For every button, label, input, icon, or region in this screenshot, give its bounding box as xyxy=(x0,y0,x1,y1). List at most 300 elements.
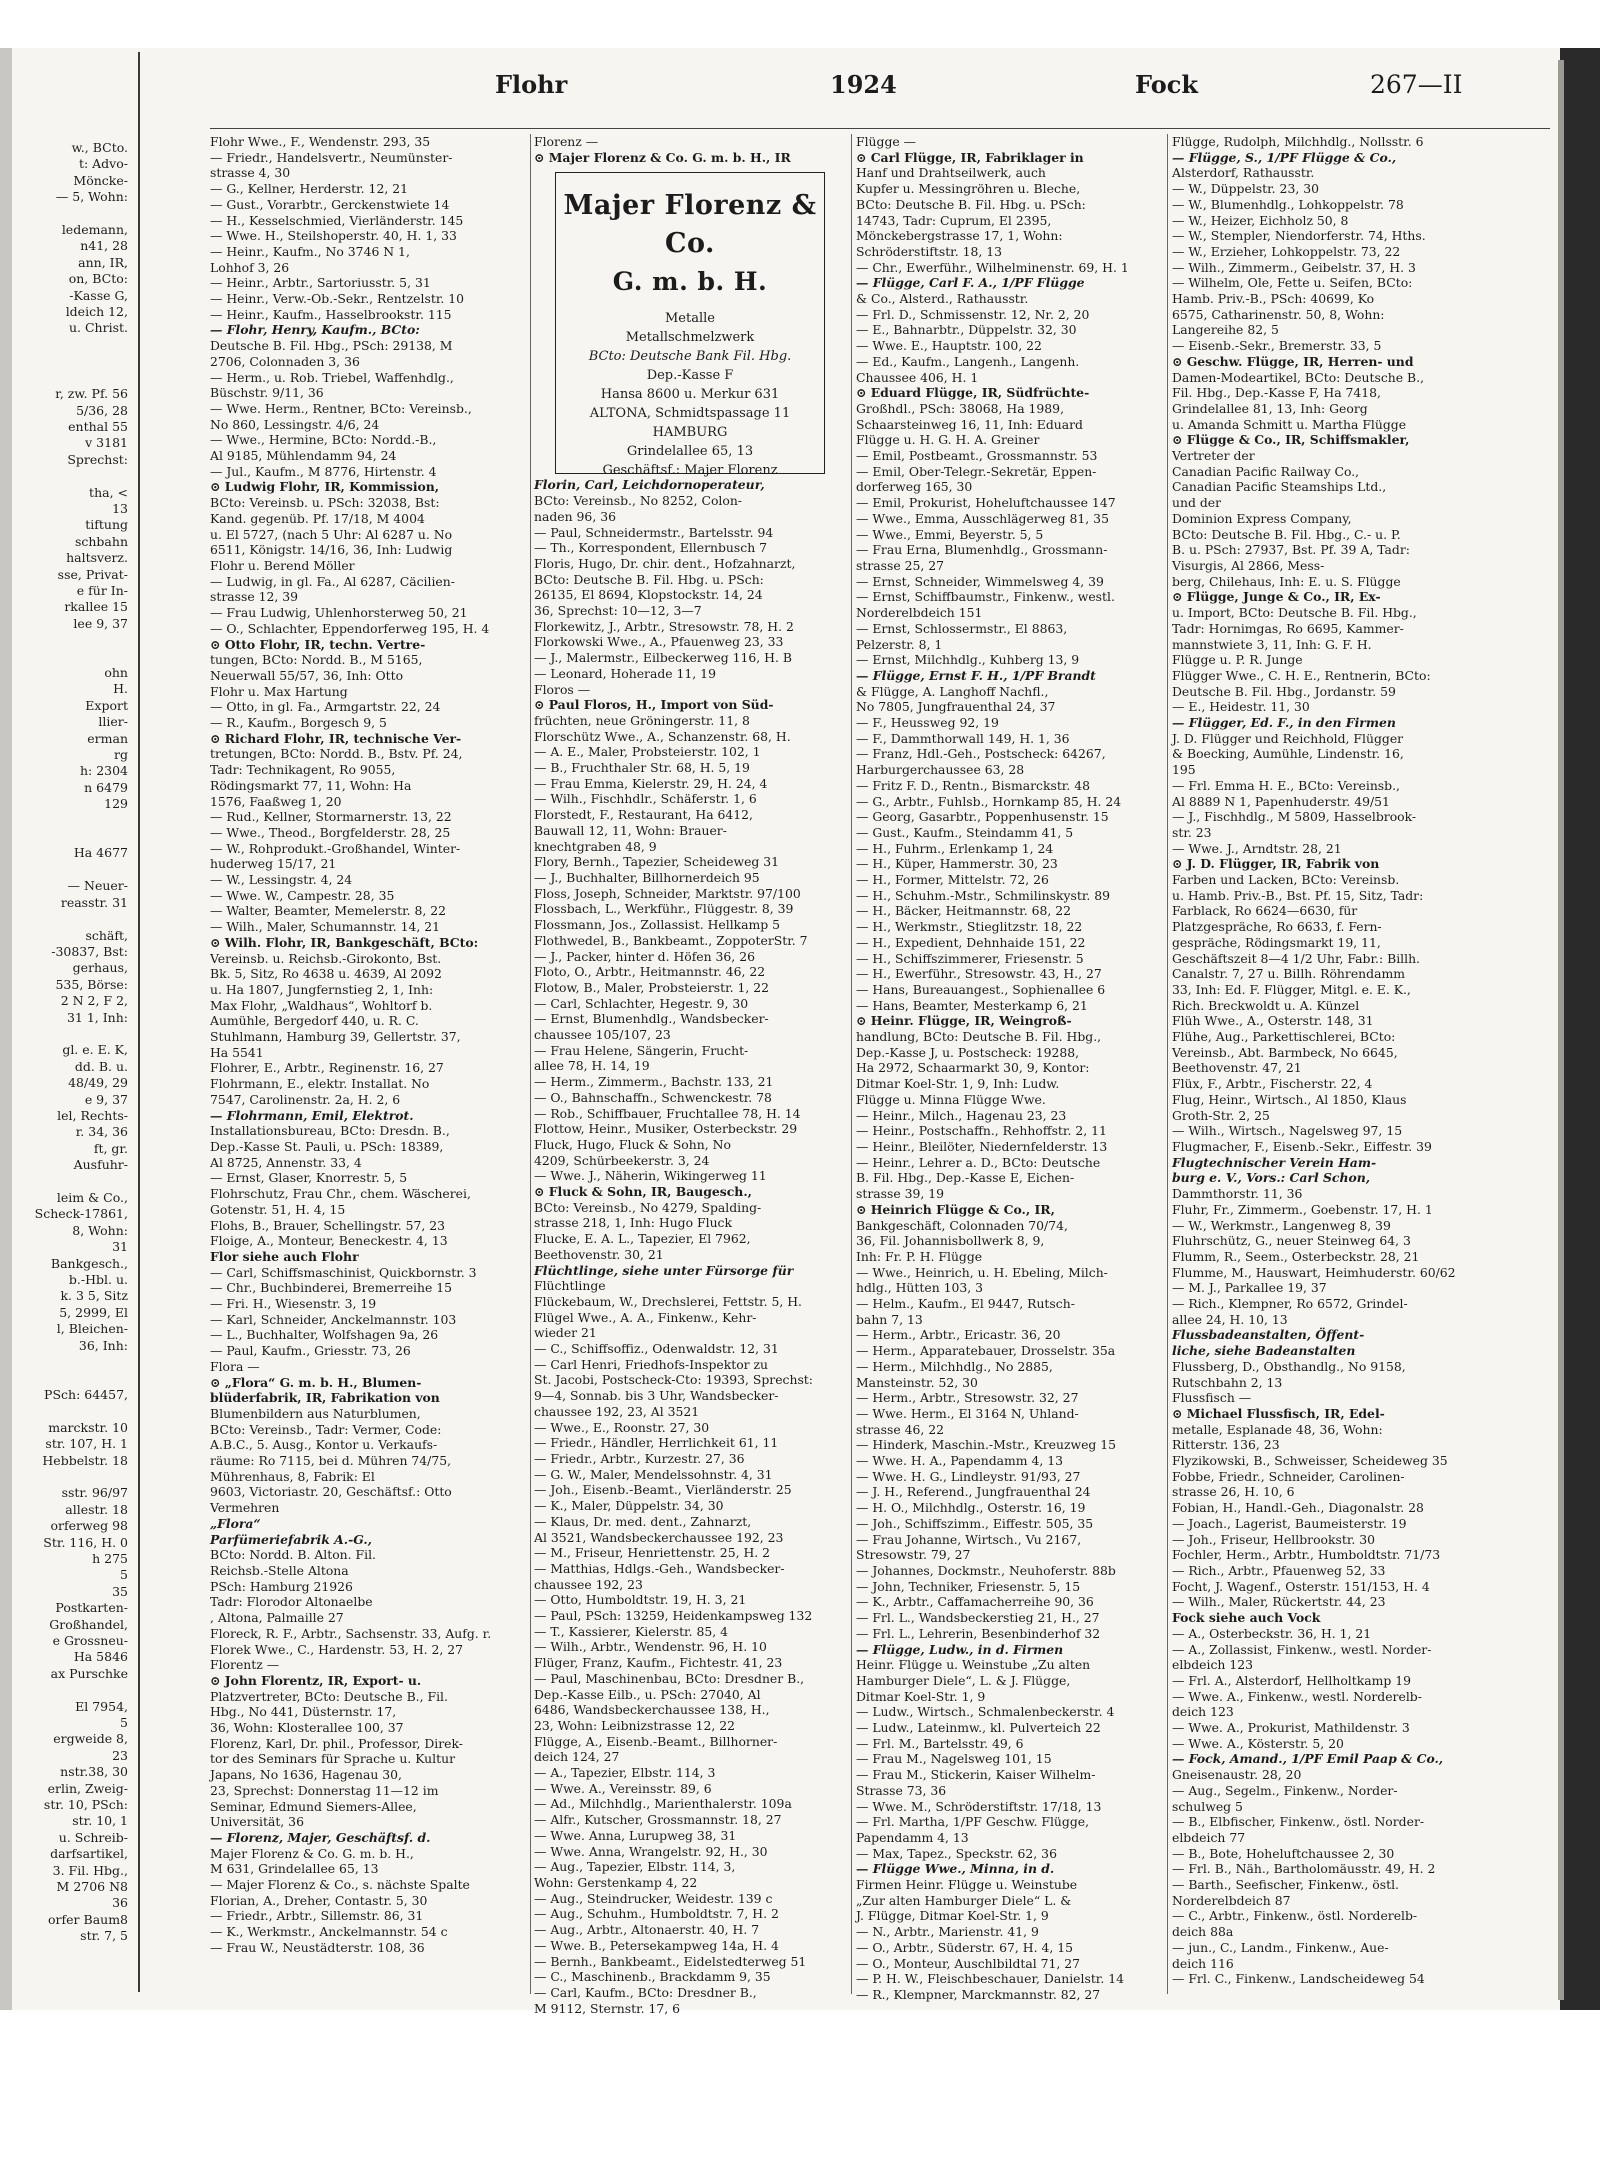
fragment-line: 36, Inh: xyxy=(78,1337,128,1353)
directory-entry: Deutsche B. Fil. Hbg., Jordanstr. 59 xyxy=(1172,683,1396,699)
fragment-line: 5 xyxy=(120,1715,128,1730)
directory-entry: — K., Werkmstr., Anckelmannstr. 54 c xyxy=(210,1924,448,1940)
directory-entry: — Frl. D., Schmissenstr. 12, Nr. 2, 20 xyxy=(856,306,1090,322)
fragment-line: 36 xyxy=(112,1895,128,1911)
directory-entry: strasse 25, 27 xyxy=(856,557,945,573)
directory-entry: — Max, Tapez., Speckstr. 62, 36 xyxy=(856,1845,1057,1861)
directory-entry: strasse 39, 19 xyxy=(856,1186,945,1202)
ad-address: Grindelallee 65, 13 xyxy=(626,444,754,459)
directory-entry: — Gust., Vorarbtr., Gerckenstwiete 14 xyxy=(210,196,450,212)
directory-entry: Farblack, Ro 6624—6630, für xyxy=(1172,903,1358,919)
directory-entry: Florin, Carl, Leichdornoperateur, xyxy=(534,477,765,493)
directory-entry: burg e. V., Vors.: Carl Schon, xyxy=(1172,1170,1371,1186)
directory-entry: — Aug., Arbtr., Altonaerstr. 40, H. 7 xyxy=(534,1922,760,1938)
directory-entry: Büschstr. 9/11, 36 xyxy=(210,385,324,401)
fragment-line: Str. 116, H. 0 xyxy=(43,1534,128,1550)
directory-entry: Tadr: Technikagent, Ro 9055, xyxy=(210,762,396,778)
directory-entry: BCto: Vereinsb., No 4279, Spalding- xyxy=(534,1199,762,1215)
directory-entry: — Friedr., Arbtr., Kurzestr. 27, 36 xyxy=(534,1451,745,1466)
ad-company-name: Majer Florenz & Co. xyxy=(563,190,817,259)
directory-entry: u. Amanda Schmitt u. Martha Flügge xyxy=(1172,416,1407,432)
directory-entry: u. Ha 1807, Jungfernstieg 2, 1, Inh: xyxy=(210,981,434,997)
directory-entry: — Frl. M., Bartelsstr. 49, 6 xyxy=(856,1735,1024,1751)
fragment-line: darfsartikel, xyxy=(50,1846,128,1862)
column-rule xyxy=(851,134,852,1994)
directory-entry: str. 23 xyxy=(1172,824,1212,840)
directory-entry: — Rud., Kellner, Stormarnerstr. 13, 22 xyxy=(210,809,452,825)
directory-entry: — Th., Korrespondent, Ellernbusch 7 xyxy=(534,540,768,556)
directory-entry: Dep.-Kasse J, u. Postscheck: 19288, xyxy=(856,1044,1080,1060)
directory-entry: früchten, neue Gröningerstr. 11, 8 xyxy=(534,712,750,728)
directory-entry: Flüchtlinge, siehe unter Fürsorge für xyxy=(534,1262,794,1278)
directory-entry: Flüx, F., Arbtr., Fischerstr. 22, 4 xyxy=(1172,1076,1373,1092)
directory-entry: — Alfr., Kutscher, Grossmannstr. 18, 27 xyxy=(534,1812,782,1828)
directory-entry: — Ludw., Wirtsch., Schmalenbeckerstr. 4 xyxy=(856,1704,1115,1720)
directory-entry: — Frau Ludwig, Uhlenhorsterweg 50, 21 xyxy=(210,605,468,621)
fragment-line: ann, IR, xyxy=(78,254,128,270)
directory-entry: Inh: Fr. P. H. Flügge xyxy=(856,1248,983,1264)
directory-entry: — Wwe. J., Näherin, Wikingerweg 11 xyxy=(534,1168,767,1184)
fragment-line xyxy=(0,468,128,484)
directory-entry: ⊙ Geschw. Flügge, IR, Herren- und xyxy=(1172,353,1414,369)
directory-entry: — Wwe., Emma, Ausschlägerweg 81, 35 xyxy=(856,510,1109,526)
fragment-line: 129 xyxy=(104,796,128,812)
fragment-line: llier- xyxy=(98,714,128,730)
directory-entry: Ritterstr. 136, 23 xyxy=(1172,1437,1280,1453)
fragment-line: n41, 28 xyxy=(80,238,128,254)
fragment-line xyxy=(0,370,128,386)
directory-entry: Flohrschutz, Frau Chr., chem. Wäscherei, xyxy=(210,1186,471,1202)
directory-entry: Flügge u. Minna Flügge Wwe. xyxy=(856,1091,1046,1107)
fragment-line: H. xyxy=(113,681,128,697)
directory-entry: — J. H., Referend., Jungfrauenthal 24 xyxy=(856,1484,1091,1500)
directory-entry: tor des Seminars für Sprache u. Kultur xyxy=(210,1751,455,1767)
directory-entry: — E., Bahnarbtr., Düppelstr. 32, 30 xyxy=(856,322,1077,338)
directory-entry: Rutschbahn 2, 13 xyxy=(1172,1374,1283,1390)
directory-entry: — Wilhelm, Ole, Fette u. Seifen, BCto: xyxy=(1172,275,1413,291)
directory-entry: Heinr. Flügge u. Weinstube „Zu alten xyxy=(856,1657,1091,1673)
directory-entry: — jun., C., Landm., Finkenw., Aue- xyxy=(1172,1939,1389,1955)
directory-column-1 xyxy=(210,134,522,1994)
directory-entry: 6511, Königstr. 14/16, 36, Inh: Ludwig xyxy=(210,542,453,558)
directory-entry: 23, Sprechst: Donnerstag 11—12 im xyxy=(210,1782,439,1798)
directory-entry: Flory, Bernh., Tapezier, Scheideweg 31 xyxy=(534,854,780,870)
fragment-line: schäft, xyxy=(85,927,128,943)
directory-entry: Kand. gegenüb. Pf. 17/18, M 4004 xyxy=(210,510,425,526)
directory-entry: No 860, Lessingstr. 4/6, 24 xyxy=(210,416,380,432)
directory-entry: Flügge, A., Eisenb.-Beamt., Billhorner- xyxy=(534,1733,778,1749)
fragment-line: ldeich 12, xyxy=(65,304,128,320)
fragment-line: e 9, 37 xyxy=(84,1091,128,1107)
directory-entry: Flugtechnischer Verein Ham- xyxy=(1172,1154,1377,1170)
fragment-line: 535, Börse: xyxy=(55,976,128,992)
ad-company-form: G. m. b. H. xyxy=(612,267,768,296)
directory-entry: ⊙ John Florentz, IR, Export- u. xyxy=(210,1672,422,1688)
directory-entry: — H., Former, Mittelstr. 72, 26 xyxy=(856,872,1049,888)
directory-entry: Al 8725, Annenstr. 33, 4 xyxy=(210,1154,362,1170)
directory-entry: — Friedr., Händler, Herrlichkeit 61, 11 xyxy=(534,1435,779,1451)
directory-entry: Hamb. Priv.-B., PSch: 40699, Ko xyxy=(1172,291,1375,307)
directory-entry: huderweg 15/17, 21 xyxy=(210,856,337,872)
header-last-name: Fock xyxy=(1135,70,1198,99)
directory-entry: Canadian Pacific Steamships Ltd., xyxy=(1172,479,1387,495)
directory-entry: — H., Bäcker, Heitmannstr. 68, 22 xyxy=(856,903,1072,919)
directory-entry: chaussee 192, 23, Al 3521 xyxy=(534,1403,700,1419)
directory-entry: — R., Kaufm., Borgesch 9, 5 xyxy=(210,715,387,731)
ad-line: BCto: Deutsche Bank Fil. Hbg. xyxy=(588,349,792,364)
directory-entry: Tadr: Florodor Altonaelbe xyxy=(210,1594,373,1610)
fragment-line: 5/36, 28 xyxy=(76,402,128,418)
directory-entry: — Flohrmann, Emil, Elektrot. xyxy=(210,1107,414,1123)
directory-entry: deich 123 xyxy=(1172,1704,1234,1720)
directory-entry: Flohs, B., Brauer, Schellingstr. 57, 23 xyxy=(210,1217,446,1233)
directory-entry: Flussberg, D., Obsthandlg., No 9158, xyxy=(1172,1358,1406,1374)
directory-entry: Florenz, Karl, Dr. phil., Professor, Direk- xyxy=(210,1735,463,1751)
directory-entry: tretungen, BCto: Nordd. B., Bstv. Pf. 24, xyxy=(210,746,463,762)
fragment-line: sstr. 96/97 xyxy=(61,1485,128,1501)
directory-entry: B. u. PSch: 27937, Bst. Pf. 39 A, Tadr: xyxy=(1172,542,1410,558)
directory-entry: Florkewitz, J., Arbtr., Stresowstr. 78, H. 2 xyxy=(534,618,794,634)
directory-entry: ⊙ Richard Flohr, IR, technische Ver- xyxy=(210,730,462,746)
directory-entry: Dep.-Kasse Eilb., u. PSch: 27040, Al xyxy=(534,1686,761,1702)
directory-entry: — Johannes, Dockmstr., Neuhoferstr. 88b xyxy=(856,1562,1116,1578)
directory-entry: Flügge, Rudolph, Milchhdlg., Nollsstr. 6 xyxy=(1172,134,1424,149)
directory-entry: berg, Chilehaus, Inh: E. u. S. Flügge xyxy=(1172,573,1401,589)
fragment-line: haltsverz. xyxy=(66,550,128,566)
directory-entry: Floto, O., Arbtr., Heitmannstr. 46, 22 xyxy=(534,964,766,980)
directory-entry: — Hans, Beamter, Mesterkamp 6, 21 xyxy=(856,997,1088,1013)
directory-entry: Florkowski Wwe., A., Pfauenweg 23, 33 xyxy=(534,634,784,650)
directory-entry: Flussfisch — xyxy=(1172,1390,1252,1406)
fragment-line: gl. e. E. K, xyxy=(62,1042,128,1058)
fragment-line: 3. Fil. Hbg., xyxy=(52,1862,128,1878)
directory-entry: metalle, Esplanade 48, 36, Wohn: xyxy=(1172,1421,1383,1437)
fragment-line: ledemann, xyxy=(61,222,128,238)
directory-entry: — Frl. Martha, 1/PF Geschw. Flügge, xyxy=(856,1814,1090,1830)
directory-entry: Strasse 73, 36 xyxy=(856,1782,947,1798)
directory-entry: — Ernst, Schneider, Wimmelsweg 4, 39 xyxy=(856,573,1104,589)
directory-entry: BCto: Vereinsb. u. PSch: 32038, Bst: xyxy=(210,495,440,511)
directory-entry: — Ludw., Lateinmw., kl. Pulverteich 22 xyxy=(856,1720,1101,1736)
directory-entry: Canadian Pacific Railway Co., xyxy=(1172,463,1360,479)
directory-entry: Dep.-Kasse St. Pauli, u. PSch: 18389, xyxy=(210,1139,444,1154)
directory-entry: — Frau Johanne, Wirtsch., Vu 2167, xyxy=(856,1531,1082,1547)
directory-entry: Al 9185, Mühlendamm 94, 24 xyxy=(210,448,397,464)
directory-entry: — N., Arbtr., Marienstr. 41, 9 xyxy=(856,1924,1039,1940)
fragment-line: 35 xyxy=(112,1583,128,1599)
directory-entry: — Rich., Klempner, Ro 6572, Grindel- xyxy=(1172,1296,1408,1312)
directory-entry: Fochler, Herm., Arbtr., Humboldtstr. 71/73 xyxy=(1172,1547,1441,1563)
directory-entry: — Otto, Humboldtstr. 19, H. 3, 21 xyxy=(534,1592,747,1608)
directory-entry: — Chr., Ewerführ., Wilhelminenstr. 69, H. 1 xyxy=(856,259,1129,275)
directory-entry: — W., Werkmstr., Langenweg 8, 39 xyxy=(1172,1217,1391,1233)
directory-entry: — Flügge, S., 1/PF Flügge & Co., xyxy=(1172,149,1397,165)
directory-entry: — Wilh., Wirtsch., Nagelsweg 97, 15 xyxy=(1172,1123,1403,1139)
fragment-line: str. 10, PSch: xyxy=(43,1797,128,1813)
directory-entry: — O., Bahnschaffn., Schwenckestr. 78 xyxy=(534,1089,772,1105)
directory-entry: Schaarsteinweg 16, 11, Inh: Eduard xyxy=(856,416,1083,432)
majer-florenz-advertisement xyxy=(555,172,825,478)
directory-entry: — Herm., Arbtr., Stresowstr. 32, 27 xyxy=(856,1390,1079,1406)
directory-entry: — Heinr., Arbtr., Sartoriusstr. 5, 31 xyxy=(210,275,431,291)
directory-entry: Flüh Wwe., A., Osterstr. 148, 31 xyxy=(1172,1013,1374,1029)
directory-entry: — Ernst, Glaser, Knorrestr. 5, 5 xyxy=(210,1170,408,1186)
directory-entry: ⊙ Majer Florenz & Co. G. m. b. H., IR xyxy=(534,149,791,165)
fragment-line: v 3181 xyxy=(85,435,128,451)
directory-entry: allee 78, H. 14, 19 xyxy=(534,1058,650,1074)
fragment-line: reasstr. 31 xyxy=(60,894,128,910)
directory-entry: — Emil, Ober-Telegr.-Sekretär, Eppen- xyxy=(856,463,1097,479)
directory-entry: Flügge u. P. R. Junge xyxy=(1172,652,1303,668)
directory-entry: — Frau W., Neustädterstr. 108, 36 xyxy=(210,1939,425,1955)
directory-entry: Alsterdorf, Rathausstr. xyxy=(1172,165,1315,181)
directory-entry: Flossmann, Jos., Zollassist. Hellkamp 5 xyxy=(534,917,781,933)
directory-entry: 2706, Colonnaden 3, 36 xyxy=(210,353,360,369)
page-edge xyxy=(1560,48,1600,2010)
directory-entry: — B., Bote, Hoheluftchaussee 2, 30 xyxy=(1172,1845,1395,1861)
directory-entry: — Wilh., Arbtr., Wendenstr. 96, H. 10 xyxy=(534,1639,767,1655)
directory-entry: Neuerwall 55/57, 36, Inh: Otto xyxy=(210,667,404,683)
directory-entry: Florenz — xyxy=(534,134,599,149)
directory-entry: — Ernst, Schiffbaumstr., Finkenw., westl. xyxy=(856,589,1115,605)
directory-entry: — Bernh., Bankbeamt., Eidelstedterweg 51 xyxy=(534,1953,807,1969)
directory-entry: — Aug., Steindrucker, Weidestr. 139 c xyxy=(534,1890,773,1906)
directory-entry: Flothwedel, B., Bankbeamt., ZoppoterStr. 7 xyxy=(534,932,808,948)
directory-entry: — Carl, Kaufm., BCto: Dresdner B., xyxy=(534,1984,757,2000)
directory-entry: Flohr Wwe., F., Wendenstr. 293, 35 xyxy=(210,134,431,149)
directory-entry: — Wilh., Zimmerm., Geibelstr. 37, H. 3 xyxy=(1172,259,1416,275)
directory-entry: M 9112, Sternstr. 17, 6 xyxy=(534,2000,681,2016)
directory-entry: A.B.C., 5. Ausg., Kontor u. Verkaufs- xyxy=(210,1437,438,1453)
directory-entry: — Flügge Wwe., Minna, in d. xyxy=(856,1861,1055,1877)
directory-entry: — M. J., Parkallee 19, 37 xyxy=(1172,1280,1327,1296)
fragment-line: dd. B. u. xyxy=(74,1058,128,1074)
fragment-line xyxy=(0,1469,128,1485)
fragment-line: Postkarten- xyxy=(55,1600,128,1616)
directory-entry: Hamburger Diele“, L. & J. Flügge, xyxy=(856,1672,1071,1688)
directory-entry: — Heinr., Lehrer a. D., BCto: Deutsche xyxy=(856,1154,1101,1170)
directory-entry: tungen, BCto: Nordd. B., M 5165, xyxy=(210,652,423,668)
directory-entry: Papendamm 4, 13 xyxy=(856,1829,969,1845)
fragment-line: e Grossneu- xyxy=(52,1632,128,1648)
directory-entry: — Friedr., Arbtr., Sillemstr. 86, 31 xyxy=(210,1908,424,1924)
directory-entry: 33, Inh: Ed. F. Flügger, Mitgl. e. E. K., xyxy=(1172,981,1411,997)
directory-entry: — G., Arbtr., Fuhlsb., Hornkamp 85, H. 24 xyxy=(856,793,1122,809)
directory-entry: Grindelallee 81, 13, Inh: Georg xyxy=(1172,400,1368,416)
directory-entry: — J., Packer, hinter d. Höfen 36, 26 xyxy=(534,948,755,964)
fragment-line: rkallee 15 xyxy=(64,599,128,615)
directory-entry: Ditmar Koel-Str. 1, 9 xyxy=(856,1688,986,1704)
directory-entry: — Frl. Emma H. E., BCto: Vereinsb., xyxy=(1172,777,1400,793)
directory-entry: naden 96, 36 xyxy=(534,508,616,524)
directory-entry: Flüchtlinge xyxy=(534,1278,606,1294)
directory-entry: Mansteinstr. 52, 30 xyxy=(856,1374,978,1390)
directory-entry: Flohrer, E., Arbtr., Reginenstr. 16, 27 xyxy=(210,1060,444,1076)
directory-entry: u. El 5727, (nach 5 Uhr: Al 6287 u. No xyxy=(210,526,453,542)
directory-entry: Ha 5541 xyxy=(210,1044,264,1060)
directory-entry: J. Flügge, Ditmar Koel-Str. 1, 9 xyxy=(856,1908,1049,1924)
directory-entry: Flühe, Aug., Parkettischlerei, BCto: xyxy=(1172,1029,1396,1045)
directory-entry: Fil. Hbg., Dep.-Kasse F, Ha 7418, xyxy=(1172,385,1381,401)
fragment-line: ax Purschke xyxy=(50,1665,128,1681)
directory-entry: Focht, J. Wagenf., Osterstr. 151/153, H. 4 xyxy=(1172,1578,1430,1594)
directory-entry: Geschäftszeit 8—4 1/2 Uhr, Fabr.: Billh. xyxy=(1172,950,1420,966)
directory-entry: Flohr u. Max Hartung xyxy=(210,683,348,699)
fragment-line: r, zw. Pf. 56 xyxy=(55,386,128,402)
directory-entry: — J., Malermstr., Eilbeckerweg 116, H. B xyxy=(534,650,792,666)
directory-entry: 36, Wohn: Klosterallee 100, 37 xyxy=(210,1720,404,1736)
fragment-line: 5 xyxy=(120,1567,128,1583)
ad-city: HAMBURG xyxy=(652,425,728,440)
directory-entry: — K., Maler, Düppelstr. 34, 30 xyxy=(534,1498,724,1514)
directory-entry: — J., Fischhdlg., M 5809, Hasselbrook- xyxy=(1172,809,1417,825)
fragment-line: Ausfuhr- xyxy=(73,1157,128,1173)
directory-entry: — B., Elbfischer, Finkenw., östl. Norder- xyxy=(1172,1814,1425,1830)
directory-entry: — Frau M., Stickerin, Kaiser Wilhelm- xyxy=(856,1767,1096,1783)
directory-entry: chaussee 105/107, 23 xyxy=(534,1027,671,1043)
directory-entry: — C., Maschinenb., Brackdamm 9, 35 xyxy=(534,1969,771,1985)
directory-entry: Al 3521, Wandsbeckerchaussee 192, 23 xyxy=(534,1529,784,1545)
directory-entry: — Herm., u. Rob. Triebel, Waffenhdlg., xyxy=(210,369,454,385)
directory-entry: — Majer Florenz & Co., s. nächste Spalte xyxy=(210,1877,470,1893)
header-year: 1924 xyxy=(830,70,897,99)
directory-entry: — Frl. L., Wandsbeckerstieg 21, H., 27 xyxy=(856,1610,1100,1626)
fragment-line: enthal 55 xyxy=(68,418,128,434)
directory-entry: — Heinr., Kaufm., No 3746 N 1, xyxy=(210,243,410,259)
directory-entry: Flyzikowski, B., Schweisser, Scheideweg 35 xyxy=(1172,1453,1448,1469)
directory-entry: — Fock, Amand., 1/PF Emil Paap & Co., xyxy=(1172,1751,1444,1767)
directory-entry: — H., Werkmstr., Stieglitzstr. 18, 22 xyxy=(856,919,1083,935)
directory-entry: — Wwe. H. G., Lindleystr. 91/93, 27 xyxy=(856,1468,1081,1484)
directory-entry: Visurgis, Al 2866, Mess- xyxy=(1172,557,1325,573)
directory-entry: — T., Kassierer, Kielerstr. 85, 4 xyxy=(534,1623,729,1639)
directory-entry: — Wwe. E., Hauptstr. 100, 22 xyxy=(856,338,1042,354)
directory-entry: Bankgeschäft, Colonnaden 70/74, xyxy=(856,1217,1068,1233)
fragment-line: k. 3 5, Sitz xyxy=(60,1288,128,1304)
directory-entry: Mönckebergstrasse 17, 1, Wohn: xyxy=(856,228,1063,244)
directory-entry: — Heinr., Bleilöter, Niedernfelderstr. 13 xyxy=(856,1139,1108,1154)
fragment-line: ergweide 8, xyxy=(53,1731,128,1747)
directory-entry: u. Hamb. Priv.-B., Bst. Pf. 15, Sitz, Tadr: xyxy=(1172,887,1424,903)
directory-entry: Floris, Hugo, Dr. chir. dent., Hofzahnarzt, xyxy=(534,555,796,571)
directory-entry: — Joh., Eisenb.-Beamt., Vierländerstr. 25 xyxy=(534,1482,792,1498)
directory-entry: B. Fil. Hbg., Dep.-Kasse E, Eichen- xyxy=(856,1170,1075,1186)
fragment-line: tha, < xyxy=(89,484,128,500)
ad-manager: Geschäftsf.: Majer Florenz xyxy=(602,463,778,478)
directory-entry: deich 116 xyxy=(1172,1955,1234,1971)
directory-entry: — Heinr., Milch., Hagenau 23, 23 xyxy=(856,1107,1067,1123)
directory-entry: strasse 4, 30 xyxy=(210,165,291,181)
directory-entry: — W., Stempler, Niendorferstr. 74, Hths. xyxy=(1172,228,1426,244)
directory-entry: Harburgerchaussee 63, 28 xyxy=(856,762,1025,778)
directory-entry: Florschütz Wwe., A., Schanzenstr. 68, H. xyxy=(534,728,791,744)
fragment-line: allestr. 18 xyxy=(65,1501,128,1517)
directory-entry: Flügel Wwe., A. A., Finkenw., Kehr- xyxy=(534,1309,757,1325)
directory-entry: Blumenbildern aus Naturblumen, xyxy=(210,1405,421,1421)
directory-entry: ⊙ Ludwig Flohr, IR, Kommission, xyxy=(210,479,440,495)
directory-entry: ⊙ Fluck & Sohn, IR, Baugesch., xyxy=(534,1184,752,1200)
fragment-line: rg xyxy=(114,747,128,763)
directory-entry: deich 124, 27 xyxy=(534,1749,620,1765)
directory-entry: Japans, No 1636, Hagenau 30, xyxy=(210,1767,402,1783)
directory-entry: Parfümeriefabrik A.-G., xyxy=(210,1531,372,1547)
directory-entry: — Flohr, Henry, Kaufm., BCto: xyxy=(210,322,420,338)
directory-entry: — H., Expedient, Dehnhaide 151, 22 xyxy=(856,934,1086,950)
directory-entry: — Flügger, Ed. F., in den Firmen xyxy=(1172,715,1396,731)
directory-entry: strasse 46, 22 xyxy=(856,1421,945,1437)
directory-entry: — Leonard, Hoherade 11, 19 xyxy=(534,665,716,681)
directory-entry: BCto: Vereinsb., No 8252, Colon- xyxy=(534,493,742,509)
fragment-line: marckstr. 10 xyxy=(48,1419,128,1435)
directory-entry: 7547, Carolinenstr. 2a, H. 2, 6 xyxy=(210,1091,401,1107)
directory-entry: — Paul, Maschinenbau, BCto: Dresdner B., xyxy=(534,1670,805,1686)
directory-entry: — Joach., Lagerist, Baumeisterstr. 19 xyxy=(1172,1515,1407,1531)
directory-entry: „Flora“ xyxy=(210,1515,261,1531)
directory-entry: — Herm., Milchhdlg., No 2885, xyxy=(856,1358,1053,1374)
fragment-line: ohn xyxy=(104,665,128,680)
directory-entry: Hbg., No 441, Düsternstr. 17, xyxy=(210,1704,397,1720)
directory-entry: — Herm., Zimmerm., Bachstr. 133, 21 xyxy=(534,1074,774,1090)
column-rule xyxy=(530,134,531,1994)
directory-entry: — Flügge, Ernst F. H., 1/PF Brandt xyxy=(856,667,1096,683)
directory-entry: — Gust., Kaufm., Steindamm 41, 5 xyxy=(856,824,1074,840)
directory-entry: — Wwe. J., Arndtstr. 28, 21 xyxy=(1172,840,1342,856)
directory-entry: Chaussee 406, H. 1 xyxy=(856,369,979,385)
ad-line: Dep.-Kasse F xyxy=(646,368,734,383)
directory-entry: — H. O., Milchhdlg., Osterstr. 16, 19 xyxy=(856,1500,1086,1516)
directory-entry: — Matthias, Hdlgs.-Geh., Wandsbecker- xyxy=(534,1560,785,1576)
directory-entry: Norderelbdeich 87 xyxy=(1172,1892,1291,1908)
directory-entry: — Wwe. W., Campestr. 28, 35 xyxy=(210,887,395,903)
directory-entry: — Wwe., Emmi, Beyerstr. 5, 5 xyxy=(856,526,1044,542)
directory-entry: Rich. Breckwoldt u. A. Künzel xyxy=(1172,997,1360,1013)
directory-entry: Vermehren xyxy=(210,1500,280,1516)
directory-entry: Flora — xyxy=(210,1358,260,1374)
directory-entry: — Wilh., Fischhdlr., Schäferstr. 1, 6 xyxy=(534,791,757,807)
directory-entry: Seminar, Edmund Siemers-Allee, xyxy=(210,1798,417,1814)
directory-entry: — Joh., Friseur, Hellbrookstr. 30 xyxy=(1172,1531,1376,1547)
directory-entry: — A., Tapezier, Elbstr. 114, 3 xyxy=(534,1765,716,1781)
fragment-line: h: 2304 xyxy=(79,763,128,779)
directory-entry: Majer Florenz & Co. G. m. b. H., xyxy=(210,1845,414,1861)
fragment-line: Sprechst: xyxy=(67,451,128,467)
directory-entry: ⊙ Otto Flohr, IR, techn. Vertre- xyxy=(210,636,426,652)
directory-entry: Stuhlmann, Hamburg 39, Gellertstr. 37, xyxy=(210,1029,461,1045)
fragment-line: 8, Wohn: xyxy=(72,1222,128,1238)
fragment-line xyxy=(0,353,128,369)
directory-entry: — Heinr., Kaufm., Hasselbrookstr. 115 xyxy=(210,306,452,322)
fragment-line: Ha 4677 xyxy=(73,845,128,861)
directory-entry: — Eisenb.-Sekr., Bremerstr. 33, 5 xyxy=(1172,338,1382,354)
fragment-line: nstr.38, 30 xyxy=(60,1764,128,1780)
directory-entry: — Frau Erna, Blumenhdlg., Grossmann- xyxy=(856,542,1108,558)
page-edge-highlight xyxy=(1558,60,1564,2000)
fragment-line: 31 xyxy=(112,1239,128,1255)
directory-entry: — Chr., Buchbinderei, Bremerreihe 15 xyxy=(210,1280,453,1296)
directory-entry: Ditmar Koel-Str. 1, 9, Inh: Ludw. xyxy=(856,1076,1060,1092)
directory-entry: — Wwe. A., Finkenw., westl. Norderelb- xyxy=(1172,1688,1422,1704)
fragment-line: sse, Privat- xyxy=(57,566,128,582)
fragment-line: orferweg 98 xyxy=(50,1518,128,1534)
directory-entry: Fluck, Hugo, Fluck & Sohn, No xyxy=(534,1136,731,1152)
directory-entry: Florstedt, F., Restaurant, Ha 6412, xyxy=(534,807,754,823)
directory-entry: strasse 12, 39 xyxy=(210,589,299,605)
directory-entry: — H., Kesselschmied, Vierländerstr. 145 xyxy=(210,212,464,228)
directory-entry: — Paul, Kaufm., Griesstr. 73, 26 xyxy=(210,1343,411,1359)
directory-entry: Pelzerstr. 8, 1 xyxy=(856,636,943,652)
directory-entry: — Frl. L., Lehrerin, Besenbinderhof 32 xyxy=(856,1625,1101,1641)
directory-entry: liche, siehe Badeanstalten xyxy=(1172,1343,1356,1359)
